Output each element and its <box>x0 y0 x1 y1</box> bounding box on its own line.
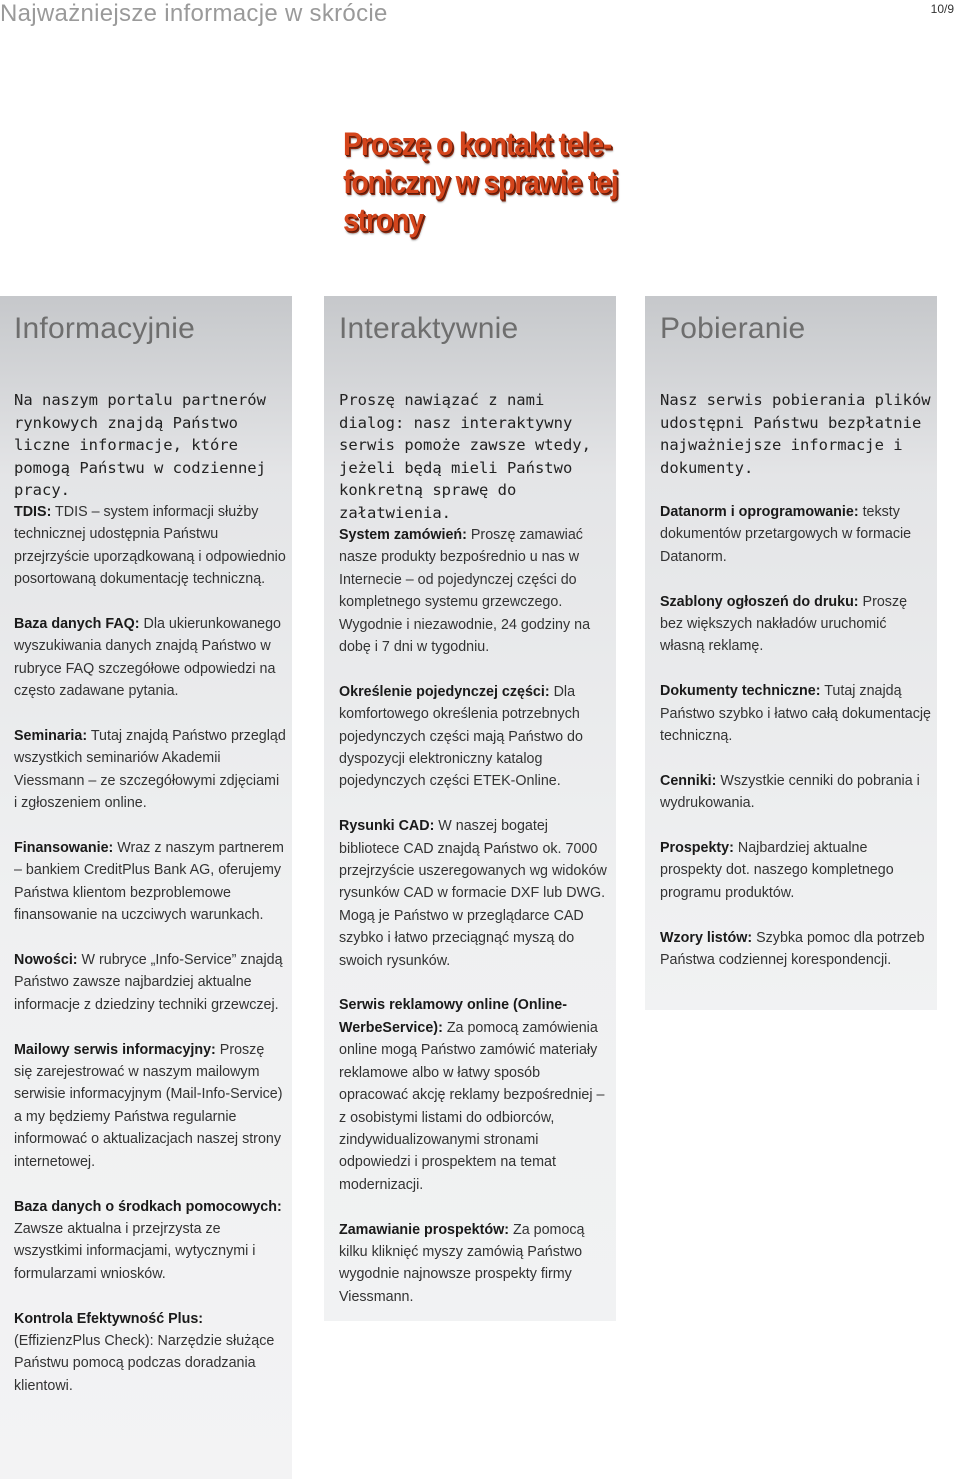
info-item <box>14 1196 286 1286</box>
info-item <box>660 770 932 815</box>
info-item <box>339 994 611 1196</box>
item-text: Za pomocą zamówienia online mogą Państwo zamówić materiały reklamowe albo w łatwy sposób opracować akcję reklamy bezpośredniej – z osobistymi listami do odbiorców, zindywidualizowanymi stronami odpowiedzi i prospektem na temat modernizacji. <box>339 1019 605 1193</box>
info-item <box>14 501 286 591</box>
item-text: Tutaj znajdą Państwo szybko i łatwo całą dokumentację techniczną. <box>660 683 931 745</box>
info-item <box>14 613 286 703</box>
item-text: W rubryce „Info-Service” znajdą Państwo zawsze najbardziej aktualne informacje z dziedziny techniki grzewczej. <box>14 952 283 1013</box>
info-item <box>660 501 932 568</box>
item-text: Za pomocą kilku kliknięć myszy zamówią Państwo wygodnie najnowsze prospekty firmy Viessmann. <box>339 1221 585 1305</box>
item-label: Finansowanie: <box>14 840 114 857</box>
column-intro: Nasz serwis pobierania plików udostępni Państwu bezpłatnie najważniejsze informacje i dokumenty. <box>660 391 931 477</box>
item-label: Datanorm i oprogramowanie: <box>660 504 859 520</box>
column-intro: Na naszym portalu partnerów rynkowych znajdą Państwo liczne informacje, które pomogą Państwu w codziennej pracy. <box>14 391 266 499</box>
contact-stamp-line: foniczny w sprawie tej <box>343 164 618 200</box>
item-text: Zawsze aktualna i przejrzysta ze wszystkimi informacjami, wytycznymi i formularzami wniosków. <box>14 1220 256 1282</box>
item-label: Nowości: <box>14 952 78 969</box>
item-label: Określenie pojedynczej części: <box>339 683 550 700</box>
column-title: Informacyjnie <box>14 312 196 345</box>
item-text: teksty dokumentów przetargowych w formacie Datanorm. <box>660 504 912 565</box>
contact-stamp-line: Proszę o kontakt tele- <box>343 126 611 162</box>
info-item <box>339 815 611 972</box>
column-body <box>14 501 286 1420</box>
item-label: Baza danych FAQ: <box>14 616 140 633</box>
item-text: TDIS – system informacji służby technicznej udostępnia Państwu przejrzyście uporządkowaną i odpowiednio posortowaną dokumentację techniczną. <box>14 504 286 588</box>
info-item <box>339 524 611 658</box>
contact-stamp <box>343 125 649 239</box>
item-text: Tutaj znajdą Państwo przegląd wszystkich seminariów Akademii Viessmann – ze szczegółowymi zdjęciami i zgłoszeniem online. <box>14 728 286 812</box>
item-text: Wszystkie cenniki do pobrania i wydrukowania. <box>660 772 920 812</box>
column-title: Interaktywnie <box>339 312 519 345</box>
column-body <box>339 524 611 1331</box>
column-informacyjnie <box>0 296 292 1479</box>
info-item <box>339 681 611 793</box>
item-label: Seminaria: <box>14 728 88 745</box>
page-title: Najważniejsze informacje w skrócie <box>0 0 388 27</box>
item-label: Mailowy serwis informacyjny: <box>14 1041 216 1058</box>
item-text: Proszę się zarejestrować w naszym mailowym serwisie informacyjnym (Mail-Info-Service) a my będziemy Państwa regularnie informować o aktualizacjach naszej strony internetowej. <box>14 1041 283 1170</box>
item-label: Zamawianie prospektów: <box>339 1221 510 1238</box>
item-label: TDIS: <box>14 504 52 520</box>
info-item <box>660 837 932 904</box>
info-item <box>339 1219 611 1309</box>
item-text: Dla komfortowego określenia potrzebnych pojedynczych części mają Państwo do dyspozycji elektroniczny katalog pojedynczych części ETEK-Online. <box>339 683 583 790</box>
item-text: Dla ukierunkowanego wyszukiwania danych znajdą Państwo w rubryce FAQ szczegółowe odpowiedzi na często zadawane pytania. <box>14 616 281 700</box>
item-text: W naszej bogatej bibliotece CAD znajdą Państwo ok. 7000 przejrzyście uszeregowanych wg widoków rysunków CAD w formacie DXF lub DWG. Mogą je Państwo w przeglądarce CAD szybko i łatwo przeciągnąć myszą do swoich rysunków. <box>339 818 607 969</box>
item-text: Proszę bez większych nakładów uruchomić własną reklamę. <box>660 593 908 655</box>
item-text: Szybka pomoc dla potrzeb Państwa codziennej korespondencji. <box>660 929 925 969</box>
column-pobieranie <box>645 296 937 1010</box>
info-item <box>14 949 286 1016</box>
item-text: Proszę zamawiać nasze produkty bezpośrednio u nas w Internecie – od pojedynczej części do kompletnego systemu grzewczego. Wygodnie i niezawodnie, 24 godziny na dobę i 7 dni w tygodniu. <box>339 527 591 656</box>
column-body <box>660 501 932 994</box>
info-item <box>14 837 286 927</box>
item-text: Wraz z naszym partnerem – bankiem CreditPlus Bank AG, oferujemy Państwa klientom bezproblemowe finansowanie na uczciwych warunkach. <box>14 840 284 924</box>
info-item <box>660 927 932 972</box>
info-item <box>14 1039 286 1173</box>
item-label: System zamówień: <box>339 527 467 543</box>
info-item <box>660 591 932 658</box>
item-label: Serwis reklamowy online (Online-WerbeService): <box>339 997 568 1036</box>
item-label: Cenniki: <box>660 772 717 789</box>
contact-stamp-line: strony <box>343 202 423 238</box>
item-label: Kontrola Efektywność Plus: <box>14 1310 204 1327</box>
item-text: Najbardziej aktualne prospekty dot. naszego kompletnego programu produktów. <box>660 840 894 901</box>
item-label: Prospekty: <box>660 840 734 857</box>
column-title: Pobieranie <box>660 312 806 345</box>
info-item <box>14 1308 286 1398</box>
item-text: (EffizienzPlus Check): Narzędzie służące Państwu pomocą podczas doradzania klientowi. <box>14 1332 275 1394</box>
page-number: 10/9 <box>930 2 954 16</box>
item-label: Szablony ogłoszeń do druku: <box>660 593 859 610</box>
column-interaktywnie <box>324 296 616 1321</box>
info-item <box>14 725 286 815</box>
info-item <box>660 680 932 747</box>
item-label: Baza danych o środkach pomocowych: <box>14 1198 282 1215</box>
item-label: Rysunki CAD: <box>339 818 435 835</box>
item-label: Dokumenty techniczne: <box>660 683 821 700</box>
item-label: Wzory listów: <box>660 929 753 946</box>
column-intro: Proszę nawiązać z nami dialog: nasz interaktywny serwis pomoże zawsze wtedy, jeżeli będą mieli Państwo konkretną sprawę do załatwienia. <box>339 391 591 522</box>
